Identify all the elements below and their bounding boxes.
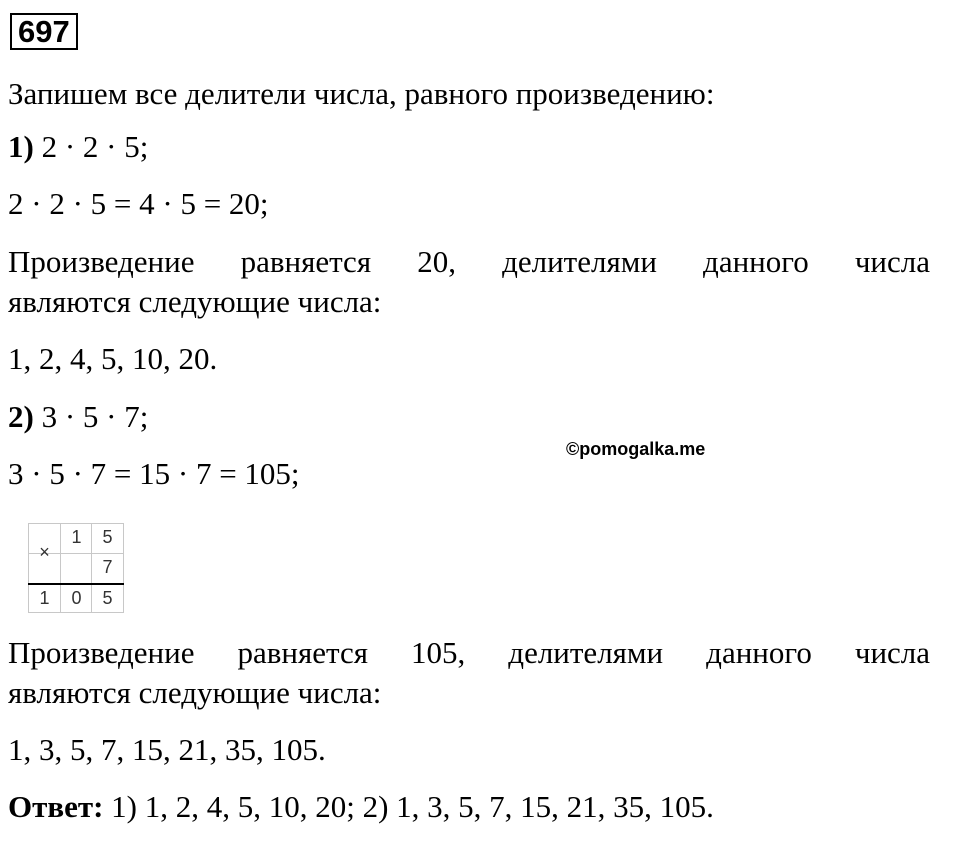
answer	[8, 788, 714, 826]
word: Произведение	[8, 244, 195, 279]
word: 105,	[411, 635, 466, 670]
word: Произведение	[8, 635, 195, 670]
word: 20,	[417, 244, 456, 279]
part1-label: 1)	[8, 129, 34, 164]
part2-label: 2)	[8, 399, 34, 434]
part2-expression: 3 · 5 · 7;	[41, 399, 149, 434]
part2-text-line2: являются следующие числа:	[8, 675, 382, 710]
part2-calculation: 3 · 5 · 7 = 15 · 7 = 105;	[8, 456, 300, 491]
digit: 5	[102, 588, 113, 608]
multiply-sign: ×	[39, 542, 50, 562]
word: числа	[854, 635, 931, 670]
word: равняется	[237, 635, 368, 670]
word: данного	[703, 244, 809, 279]
word: делителями	[508, 635, 664, 670]
part1-text-line2: являются следующие числа:	[8, 284, 382, 319]
word: делителями	[502, 244, 657, 279]
digit: 0	[71, 588, 82, 608]
part1-header	[8, 128, 148, 166]
part2-text-line1	[8, 634, 930, 672]
digit: 1	[39, 588, 50, 608]
part1-divisors: 1, 2, 4, 5, 10, 20.	[8, 341, 218, 376]
digit: 7	[102, 557, 113, 577]
part2-divisors: 1, 3, 5, 7, 15, 21, 35, 105.	[8, 732, 326, 767]
intro-text: Запишем все делители числа, равного произведению:	[8, 76, 715, 111]
part2-header	[8, 398, 148, 436]
problem-number: 697	[10, 13, 78, 50]
answer-label: Ответ:	[8, 789, 104, 824]
watermark: ©pomogalka.me	[566, 439, 706, 459]
part1-text-line1	[8, 243, 930, 281]
part1-calculation: 2 · 2 · 5 = 4 · 5 = 20;	[8, 186, 269, 221]
word: числа	[854, 244, 930, 279]
digit: 1	[71, 527, 82, 547]
part1-expression: 2 · 2 · 5;	[41, 129, 149, 164]
word: данного	[706, 635, 812, 670]
answer-text: 1) 1, 2, 4, 5, 10, 20; 2) 1, 3, 5, 7, 15, 21, 35, 105.	[111, 789, 714, 824]
word: равняется	[240, 244, 372, 279]
column-multiplication	[28, 523, 124, 613]
digit: 5	[102, 527, 113, 547]
